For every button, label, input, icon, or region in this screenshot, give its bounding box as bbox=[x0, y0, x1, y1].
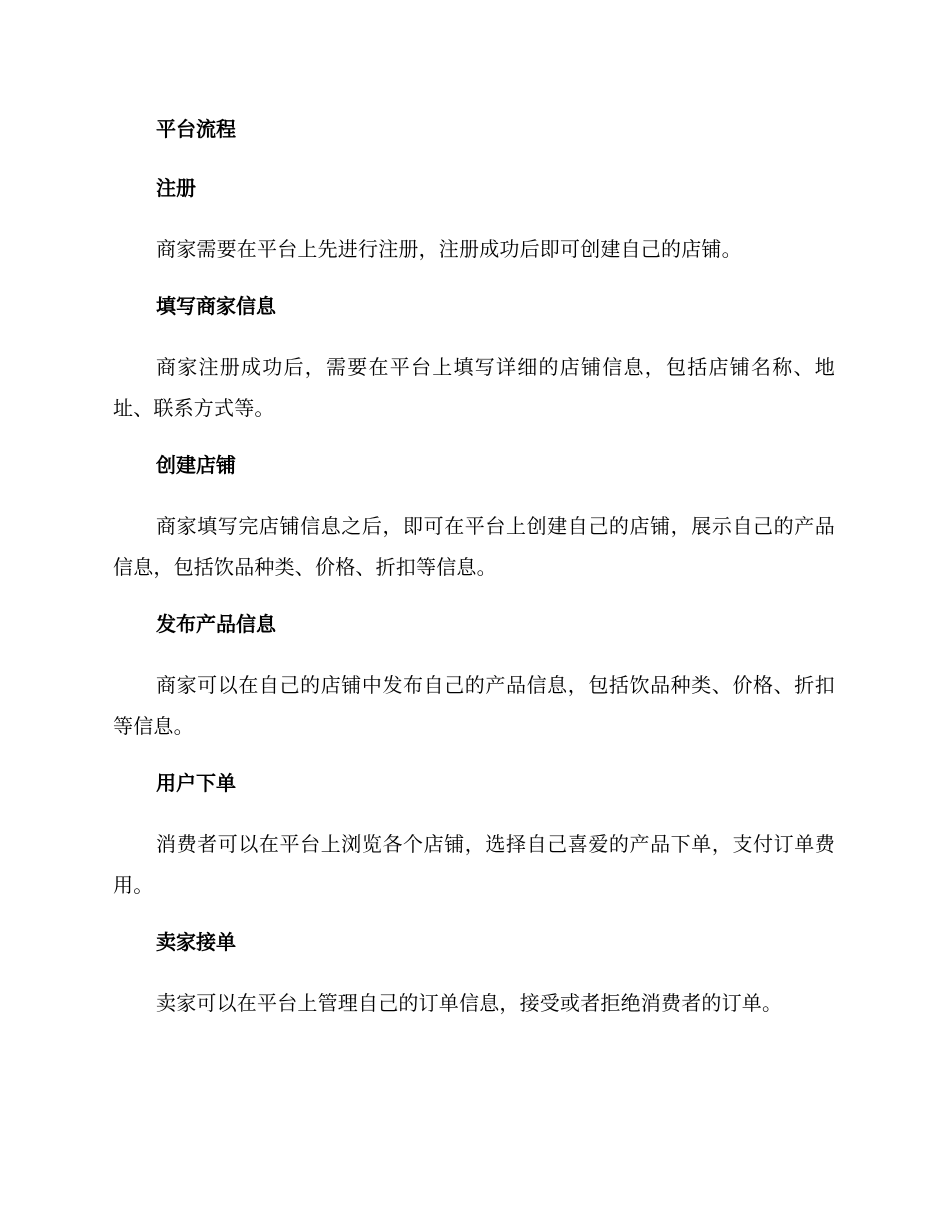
section-merchant-info bbox=[113, 289, 835, 429]
section-publish-products bbox=[113, 607, 835, 747]
section-heading: 注册 bbox=[156, 176, 196, 200]
section-heading: 发布产品信息 bbox=[156, 612, 276, 636]
section-body: 商家需要在平台上先进行注册，注册成功后即可创建自己的店铺。 bbox=[156, 237, 742, 261]
section-create-store bbox=[113, 448, 835, 588]
section-user-order bbox=[113, 766, 835, 906]
section-body: 商家注册成功后，需要在平台上填写详细的店铺信息，包括店铺名称、地址、联系方式等。 bbox=[113, 355, 835, 420]
section-heading: 创建店铺 bbox=[156, 453, 236, 477]
section-body: 消费者可以在平台上浏览各个店铺，选择自己喜爱的产品下单，支付订单费用。 bbox=[113, 832, 835, 897]
section-heading: 卖家接单 bbox=[156, 930, 236, 954]
section-body: 商家填写完店铺信息之后，即可在平台上创建自己的店铺，展示自己的产品信息，包括饮品种类、价格、折扣等信息。 bbox=[113, 514, 835, 579]
section-heading: 填写商家信息 bbox=[156, 294, 276, 318]
section-body: 卖家可以在平台上管理自己的订单信息，接受或者拒绝消费者的订单。 bbox=[156, 991, 783, 1015]
section-body: 商家可以在自己的店铺中发布自己的产品信息，包括饮品种类、价格、折扣等信息。 bbox=[113, 673, 835, 738]
document-title: 平台流程 bbox=[156, 117, 236, 141]
section-seller-accept bbox=[113, 925, 835, 1024]
section-heading: 用户下单 bbox=[156, 771, 236, 795]
document-content bbox=[113, 112, 835, 1043]
section-register bbox=[113, 171, 835, 270]
